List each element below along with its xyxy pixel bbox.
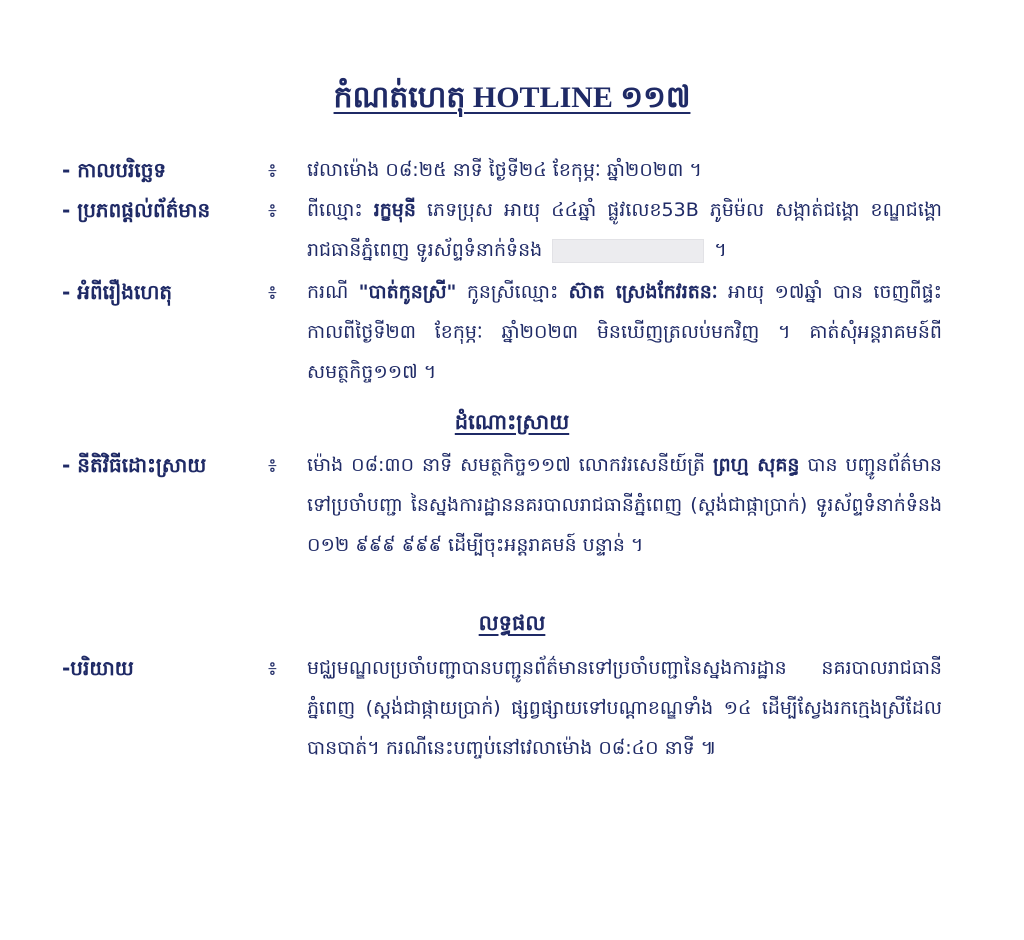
description-value: មជ្ឈមណ្ឌលប្រចាំបញ្ជាបានបញ្ជូនព័ត៌មានទៅប្រចាំបញ្ជានៃស្នងការដ្ឋាន នគរបាលរាជធានីភ្នំពេញ (ស្តង់ជាផ្កាយប្រាក់) ផ្សព្វផ្សាយទៅបណ្តាខណ្ឌទាំង ១៤ ដើម្បីស្វែងរកក្មេងស្រីដែលបានបាត់។ ករណីនេះបញ្ចប់នៅវេលាម៉ោង ០៨:៤០ នាទី ៕	[307, 657, 942, 759]
procedure-value	[307, 445, 942, 565]
source-label: - ប្រភពផ្តល់ព័ត៌មាន	[62, 198, 211, 222]
description-colon: ៖	[268, 656, 277, 680]
row-story	[62, 272, 962, 392]
redacted-phone-box	[552, 239, 704, 263]
story-case-type: "បាត់កូនស្រី"	[358, 281, 457, 303]
section-heading-result: លទ្ធផល	[478, 611, 546, 635]
procedure-officer: ព្រហ្ម សុគន្ធ	[712, 454, 800, 476]
description-label: -បរិយាយ	[62, 656, 134, 680]
source-text-b: ភេទប្រុស អាយុ ៤៤ឆ្នាំ ផ្លូវលេខ53B ភូមិម៉ល សង្កាត់ជង្គោ ខណ្ឌជង្គោ រាជធានីភ្នំពេញ ទូរស័ព្ទទំនាក់ទំនង	[307, 199, 942, 261]
story-value	[307, 272, 942, 392]
story-text-a: ករណី	[307, 281, 349, 303]
time-value: វេលាម៉ោង ០៨:២៥ នាទី ថ្ងៃទី២៤ ខែកុម្ភៈ ឆ្នាំ២០២៣ ។	[307, 159, 702, 181]
time-colon: ៖	[268, 158, 277, 182]
story-label: - អំពីរឿងហេតុ	[62, 280, 173, 304]
procedure-text-a: ម៉ោង ០៨:៣០ នាទី សមត្ថកិច្ច១១៧ លោកវរសេនីយ៍ត្រី	[307, 454, 705, 476]
source-colon: ៖	[268, 198, 277, 222]
row-description	[62, 648, 962, 768]
source-text-a: ពីឈ្មោះ	[307, 199, 363, 221]
procedure-text-b: បាន បញ្ជូនព័ត៌មានទៅប្រចាំបញ្ជា នៃស្នងការដ្ឋាននគរបាលរាជធានីភ្នំពេញ (ស្តង់ជាផ្កាប្រាក់) ទូរស័ព្ទទំនាក់ទំនង ០១២ ៩៩៩ ៩៩៩ ដើម្បីចុះអន្តរាគមន៍ បន្ទាន់ ។	[307, 454, 942, 556]
row-time	[62, 150, 962, 190]
source-value	[307, 190, 942, 270]
row-source	[62, 190, 962, 270]
procedure-label: - នីតិវិធីដោះស្រាយ	[62, 453, 207, 477]
report-title: កំណត់ហេតុ HOTLINE ១១៧	[333, 81, 691, 114]
time-label: - កាលបរិច្ឆេទ	[62, 158, 167, 182]
source-text-c: ។	[714, 239, 727, 261]
section-heading-solution: ដំណោះស្រាយ	[454, 410, 570, 434]
story-girl-name: ស៊ាត ស្រេងកែវរតនៈ	[568, 281, 718, 303]
story-text-c: អាយុ ១៧ឆ្នាំ បាន ចេញពីផ្ទះកាលពីថ្ងៃទី២៣ ខែកុម្ភៈ ឆ្នាំ២០២៣ មិនឃើញត្រលប់មកវិញ ។ គាត់សុំអន្តរាគមន៍ពីសមត្ថកិច្ច១១៧ ។	[307, 281, 943, 383]
story-text-b: កូនស្រីឈ្មោះ	[466, 281, 559, 303]
row-procedure	[62, 445, 962, 565]
procedure-colon: ៖	[268, 453, 277, 477]
source-name: រក្ខមុនី	[373, 199, 416, 221]
story-colon: ៖	[268, 280, 277, 304]
